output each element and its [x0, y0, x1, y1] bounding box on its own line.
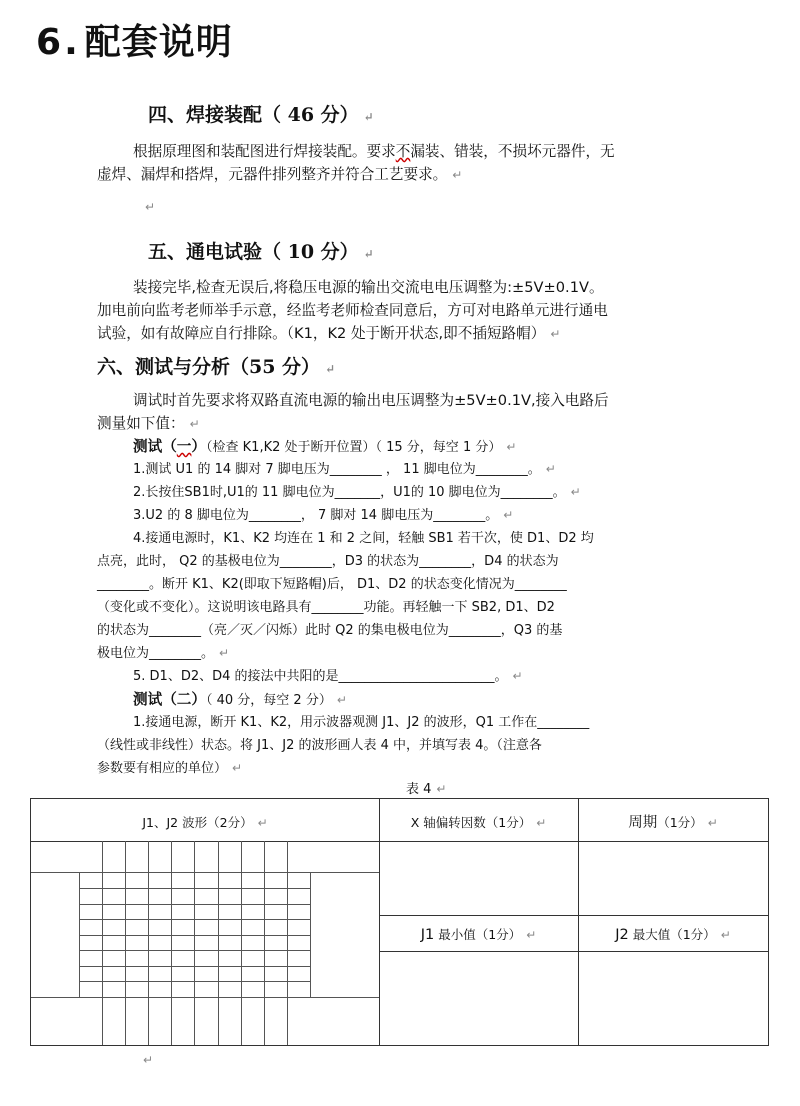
waveform-grid	[31, 841, 379, 1045]
section-6-intro-line1: 调试时首先要求将双路直流电源的输出电压调整为±5V±0.1V,接入电路后	[133, 392, 609, 409]
header-cell-x-factor: X 轴偏转因数（1分） ↵	[410, 815, 547, 830]
section-6-heading: 六、测试与分析（55 分） ↵	[97, 356, 336, 378]
test-2-line3: 参数要有相应的单位） ↵	[97, 761, 243, 776]
section-5-line1: 装接完毕,检查无误后,将稳压电源的输出交流电电压调整为:±5V±0.1V。	[133, 279, 604, 296]
return-mark-icon: ↵	[512, 669, 523, 683]
table-4	[30, 798, 769, 1046]
empty-paragraph	[140, 195, 155, 219]
return-mark-icon: ↵	[536, 816, 547, 830]
section-4-heading: 四、焊接装配（ 46 分） ↵	[148, 104, 374, 126]
header-cell-j1-min: J1 最小值（1分） ↵	[420, 927, 537, 943]
question-1: 1.测试 U1 的 14 脚对 7 脚电压为________ ， 11 脚电位为________。 ↵	[133, 462, 556, 477]
return-mark-icon: ↵	[707, 816, 718, 830]
return-mark-icon: ↵	[257, 816, 268, 830]
return-mark-icon: ↵	[143, 1053, 154, 1067]
return-mark-icon: ↵	[503, 508, 514, 522]
return-mark-icon: ↵	[336, 693, 347, 707]
table-caption: 表 4 ↵	[406, 782, 447, 797]
return-mark-icon: ↵	[145, 200, 156, 214]
test-2-label: 测试（二）（ 40 分，每空 2 分） ↵	[133, 691, 347, 708]
section-4-para-line1: 根据原理图和装配图进行焊接装配。要求不漏装、错装，不损坏元器件，无	[133, 143, 615, 160]
question-4-line2: 点亮，此时， Q2 的基极电位为________，D3 的状态为________，D4 的状态为	[97, 554, 559, 569]
return-mark-icon: ↵	[232, 761, 243, 775]
title-text: 配套说明	[84, 22, 233, 63]
section-6-intro-line2: 测量如下值： ↵	[97, 415, 200, 432]
return-mark-icon: ↵	[550, 327, 561, 341]
test-2-line1: 1.接通电源，断开 K1、K2，用示波器观测 J1、J2 的波形，Q1 工作在________	[133, 715, 590, 730]
title-dot: .	[64, 22, 79, 63]
return-mark-icon: ↵	[436, 782, 447, 796]
return-mark-icon: ↵	[219, 646, 230, 660]
page-title	[36, 14, 233, 65]
return-mark-icon: ↵	[363, 110, 374, 124]
return-mark-icon: ↵	[720, 928, 731, 942]
header-cell-j2-max: J2 最大值（1分） ↵	[615, 927, 731, 943]
return-mark-icon: ↵	[526, 928, 537, 942]
return-mark-icon: ↵	[506, 440, 517, 454]
return-mark-icon: ↵	[325, 362, 336, 376]
question-5: 5. D1、D2、D4 的接法中共阳的是________________________。 ↵	[133, 669, 523, 684]
question-4-line4: （变化或不变化）。这说明该电路具有________功能。再轻触一下 SB2, D1、D2	[97, 600, 555, 615]
question-4-line3: ________。断开 K1、K2(即取下短路帽)后， D1、D2 的状态变化情况为________	[97, 577, 567, 592]
question-4-line6: 极电位为________。 ↵	[97, 646, 230, 661]
header-cell-period: 周期（1分） ↵	[628, 815, 718, 831]
trailing-paragraph	[138, 1048, 153, 1072]
section-5-heading: 五、通电试验（ 10 分） ↵	[148, 241, 374, 263]
return-mark-icon: ↵	[363, 247, 374, 261]
test-1-label: 测试（一）（检查 K1,K2 处于断开位置）（ 15 分，每空 1 分） ↵	[133, 438, 517, 455]
question-3: 3.U2 的 8 脚电位为________， 7 脚对 14 脚电压为________。 ↵	[133, 508, 514, 523]
header-cell-waveform: J1、J2 波形（2分） ↵	[142, 815, 268, 830]
question-4-line1: 4.接通电源时，K1、K2 均连在 1 和 2 之间，轻触 SB1 若干次，使 D1、D2 均	[133, 531, 594, 546]
return-mark-icon: ↵	[545, 462, 556, 476]
return-mark-icon: ↵	[570, 485, 581, 499]
return-mark-icon: ↵	[189, 417, 200, 431]
title-number: 6	[36, 22, 63, 63]
section-4-para-line2: 虚焊、漏焊和搭焊，元器件排列整齐并符合工艺要求。 ↵	[97, 166, 463, 183]
question-4-line5: 的状态为________（亮／灭／闪烁）此时 Q2 的集电极电位为________，Q3 的基	[97, 623, 563, 638]
section-5-line3: 试验，如有故障应自行排除。（K1，K2 处于断开状态,即不插短路帽） ↵	[97, 325, 561, 342]
section-5-line2: 加电前向监考老师举手示意，经监考老师检查同意后，方可对电路单元进行通电	[97, 302, 608, 319]
test-2-line2: （线性或非线性）状态。将 J1、J2 的波形画人表 4 中，并填写表 4。（注意各	[97, 738, 542, 753]
return-mark-icon: ↵	[452, 168, 463, 182]
question-2: 2.长按住SB1时,U1的 11 脚电位为_______，U1的 10 脚电位为________。 ↵	[133, 485, 581, 500]
